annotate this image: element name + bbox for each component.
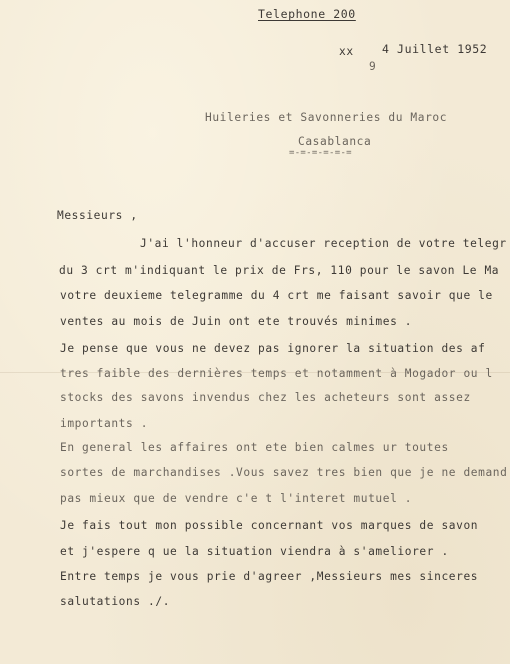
body-line: stocks des savons invendus chez les acheteurs sont assez	[60, 391, 471, 404]
recipient-city: Casablanca	[298, 135, 372, 148]
reference-code: xx	[339, 45, 354, 58]
body-line: votre deuxieme telegramme du 4 crt me faisant savoir que le	[60, 289, 493, 302]
body-line: tres faible des dernières temps et notamment à Mogador ou l	[60, 367, 493, 380]
recipient-rule: =-=-=-=-=-=	[289, 148, 352, 158]
body-line: En general les affaires ont ete bien calmes ur toutes	[60, 441, 449, 454]
body-line: ventes au mois de Juin ont ete trouvés minimes .	[60, 315, 413, 328]
body-line: salutations ./.	[60, 595, 171, 608]
body-line: Entre temps je vous prie d'agreer ,Messieurs mes sinceres	[60, 570, 479, 583]
body-line: Je fais tout mon possible concernant vos marques de savon	[60, 519, 479, 532]
recipient-company: Huileries et Savonneries du Maroc	[205, 111, 448, 124]
body-line: Je pense que vous ne devez pas ignorer la situation des af	[60, 342, 486, 355]
body-line: sortes de marchandises .Vous savez tres bien que je ne demand	[60, 466, 508, 479]
letter-date: 4 Juillet 1952	[382, 42, 488, 56]
body-line: et j'espere q ue la situation viendra à s'ameliorer .	[60, 545, 449, 558]
body-line: du 3 crt m'indiquant le prix de Frs, 110 pour le savon Le Ma	[59, 264, 500, 277]
body-line: importants .	[60, 417, 149, 430]
salutation: Messieurs ,	[57, 209, 138, 222]
telephone-header: Telephone 200	[258, 7, 356, 21]
body-line: J'ai l'honneur d'accuser reception de votre telegr	[140, 237, 507, 250]
body-line: pas mieux que de vendre c'e t l'interet mutuel .	[60, 492, 413, 505]
reference-number: 9	[369, 60, 377, 73]
